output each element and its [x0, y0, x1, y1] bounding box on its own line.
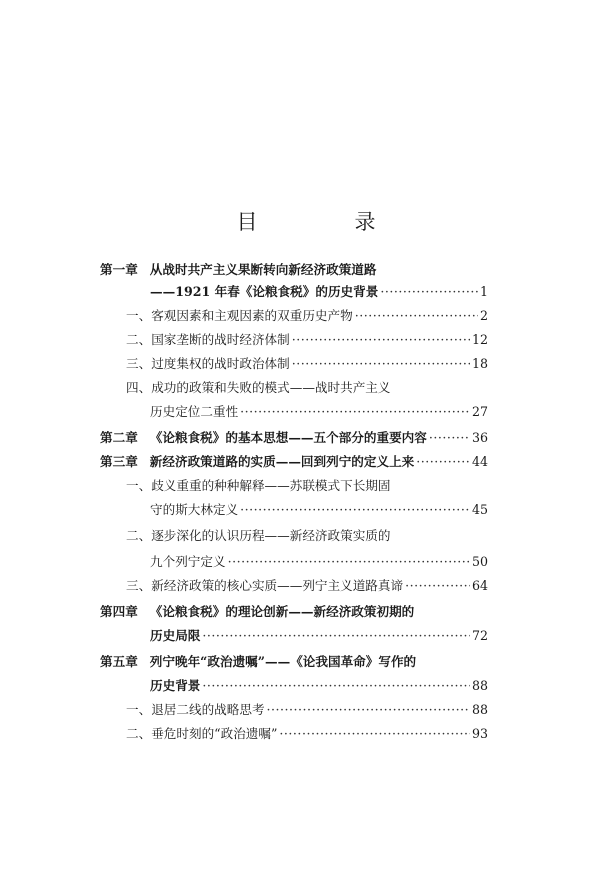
entry-title: 守的斯大林定义 [150, 502, 239, 517]
entry-title: 从战时共产主义果断转向新经济政策道路 [149, 262, 377, 277]
toc-entry [126, 578, 488, 594]
page-number: 50 [471, 554, 488, 569]
toc-chapter-entry [100, 262, 376, 278]
entry-title: 列宁晚年“政治遗嘱”——《论我国革命》写作的 [149, 654, 417, 669]
dot-leader [292, 356, 470, 372]
toc-entry [150, 554, 488, 570]
entry-title: 九个列宁定义 [150, 554, 226, 569]
entry-title: 一、退居二线的战略思考 [126, 702, 265, 717]
entry-title: 二、国家垄断的战时经济体制 [126, 332, 290, 347]
chapter-number: 第一章 [100, 262, 138, 277]
toc-entry [126, 726, 488, 742]
page-number: 88 [471, 702, 488, 717]
chapter-number: 第二章 [100, 430, 138, 445]
entry-title: 三、新经济政策的核心实质——列宁主义道路真谛 [126, 578, 404, 593]
dot-leader [279, 726, 470, 742]
toc-entry [126, 478, 390, 494]
page-number: 45 [471, 502, 488, 517]
chapter-number: 第四章 [100, 604, 138, 619]
dot-leader [355, 308, 478, 324]
entry-title: 四、成功的政策和失败的模式——战时共产主义 [126, 380, 391, 395]
entry-title: 历史定位二重性 [150, 404, 239, 419]
page-number: 27 [471, 404, 488, 419]
dot-leader [380, 284, 478, 300]
toc-chapter-entry [100, 454, 488, 470]
toc-entry [126, 308, 488, 324]
toc-chapter-entry [100, 604, 414, 620]
entry-title: 二、垂危时刻的“政治遗嘱” [126, 726, 278, 741]
dot-leader [429, 430, 470, 446]
toc-entry [150, 628, 488, 644]
page-number: 18 [471, 356, 488, 371]
toc-entry [150, 404, 488, 420]
toc-chapter-entry [100, 430, 488, 446]
dot-leader [240, 502, 470, 518]
dot-leader [405, 578, 470, 594]
dot-leader [202, 678, 470, 694]
dot-leader [228, 554, 470, 570]
toc-entry [150, 284, 488, 300]
toc-entry [126, 380, 390, 396]
entry-title: 新经济政策道路的实质——回到列宁的定义上来 [149, 454, 415, 469]
page-number: 12 [471, 332, 488, 347]
entry-title: 《论粮食税》的理论创新——新经济政策初期的 [149, 604, 415, 619]
page-number: 93 [471, 726, 488, 741]
toc-entry [150, 678, 488, 694]
dot-leader [240, 404, 470, 420]
toc-entry [126, 528, 390, 544]
toc-chapter-entry [100, 654, 416, 670]
toc-entry [126, 702, 488, 718]
chapter-number: 第三章 [100, 454, 138, 469]
page-number: 1 [479, 284, 488, 299]
entry-title: ——1921 年春《论粮食税》的历史背景 [150, 284, 379, 299]
page-number: 64 [471, 578, 488, 593]
dot-leader [202, 628, 470, 644]
toc-entry [150, 502, 488, 518]
dot-leader [292, 332, 470, 348]
entry-title: 一、歧义重重的种种解释——苏联模式下长期固 [126, 478, 391, 493]
page-number: 2 [479, 308, 488, 323]
entry-title: 三、过度集权的战时政治体制 [126, 356, 290, 371]
dot-leader [267, 702, 470, 718]
page-number: 88 [471, 678, 488, 693]
entry-title: 一、客观因素和主观因素的双重历史产物 [126, 308, 353, 323]
entry-title: 《论粮食税》的基本思想——五个部分的重要内容 [149, 430, 427, 445]
toc-entry [126, 332, 488, 348]
entry-title: 历史局限 [150, 628, 201, 643]
dot-leader [416, 454, 470, 470]
page-number: 72 [471, 628, 488, 643]
entry-title: 历史背景 [150, 678, 201, 693]
page-number: 36 [471, 430, 488, 445]
toc-entry [126, 356, 488, 372]
entry-title: 二、逐步深化的认识历程——新经济政策实质的 [126, 528, 391, 543]
chapter-number: 第五章 [100, 654, 138, 669]
page-title: 目 录 [236, 210, 414, 234]
page-number: 44 [471, 454, 488, 469]
